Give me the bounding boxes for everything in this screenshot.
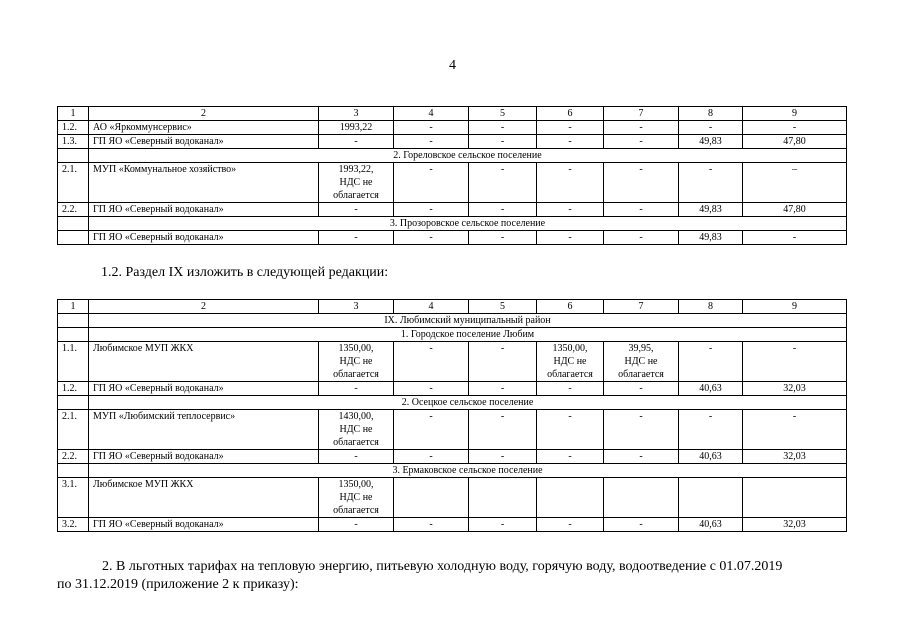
organization-cell: МУП «Любимский теплосервис»: [89, 410, 319, 450]
tariff-cell: -: [394, 163, 469, 203]
section-title: 3. Прозоровское сельское поселение: [89, 217, 847, 231]
organization-cell: АО «Яркоммунсервис»: [89, 121, 319, 135]
header-cell: 1: [58, 300, 89, 314]
row-number-cell: 1.2.: [58, 382, 89, 396]
tariff-cell: 47,80: [743, 203, 847, 217]
section-row: [58, 149, 847, 163]
section-number-cell: [58, 149, 89, 163]
header-cell: 3: [319, 107, 394, 121]
tariff-cell: -: [319, 135, 394, 149]
tariff-cell: [394, 478, 469, 518]
tariff-cell: -: [394, 203, 469, 217]
section-title: 1. Городское поселение Любим: [89, 328, 847, 342]
tariff-cell: -: [394, 518, 469, 532]
section-row: [58, 217, 847, 231]
section-title: 2. Гореловское сельское поселение: [89, 149, 847, 163]
section-number-cell: [58, 464, 89, 478]
header-cell: 2: [89, 300, 319, 314]
tariff-cell: -: [469, 203, 537, 217]
table-row: [58, 382, 847, 396]
organization-cell: ГП ЯО «Северный водоканал»: [89, 450, 319, 464]
tariff-cell: -: [537, 231, 604, 245]
tariff-cell: -: [469, 163, 537, 203]
tariff-cell: -: [604, 121, 679, 135]
tariff-cell: -: [679, 410, 743, 450]
tariff-cell: [604, 478, 679, 518]
paragraph-2-line-1: 2. В льготных тарифах на тепловую энергию, питьевую холодную воду, горячую воду, водоотведение с 01.07.2019: [102, 559, 783, 574]
header-cell: 9: [743, 107, 847, 121]
tariff-cell: -: [469, 342, 537, 382]
tariff-cell: -: [604, 410, 679, 450]
tariff-cell: -: [743, 231, 847, 245]
header-cell: 4: [394, 300, 469, 314]
paragraph-2-line-2: по 31.12.2019 (приложение 2 к приказу):: [57, 577, 299, 592]
tariff-cell: -: [679, 121, 743, 135]
tariff-cell: 39,95, НДС не облагается: [604, 342, 679, 382]
tariff-cell: -: [469, 231, 537, 245]
tariff-cell: -: [469, 410, 537, 450]
row-number-cell: 2.2.: [58, 203, 89, 217]
tariff-cell: -: [604, 203, 679, 217]
tariff-cell: -: [319, 518, 394, 532]
tariff-cell: -: [394, 121, 469, 135]
tariff-cell: -: [469, 518, 537, 532]
section-title: 3. Ермаковское сельское поселение: [89, 464, 847, 478]
tariff-cell: -: [394, 382, 469, 396]
section-row: [58, 396, 847, 410]
tariff-cell: 32,03: [743, 382, 847, 396]
organization-cell: Любимское МУП ЖКХ: [89, 478, 319, 518]
tariff-cell: 49,83: [679, 135, 743, 149]
tariff-cell: -: [537, 121, 604, 135]
tariff-cell: -: [604, 163, 679, 203]
tariff-cell: -: [319, 203, 394, 217]
tariff-cell: 1430,00, НДС не облагается: [319, 410, 394, 450]
tariff-cell: –: [743, 163, 847, 203]
tariff-cell: -: [604, 382, 679, 396]
tariff-cell: [537, 478, 604, 518]
tariff-cell: -: [743, 121, 847, 135]
header-cell: 7: [604, 300, 679, 314]
tariff-cell: -: [319, 450, 394, 464]
row-number-cell: 1.2.: [58, 121, 89, 135]
section-title: IX. Любимский муниципальный район: [89, 314, 847, 328]
table-row: [58, 478, 847, 518]
tariff-cell: 1350,00, НДС не облагается: [537, 342, 604, 382]
organization-cell: Любимское МУП ЖКХ: [89, 342, 319, 382]
organization-cell: ГП ЯО «Северный водоканал»: [89, 231, 319, 245]
tariff-cell: 1350,00, НДС не облагается: [319, 478, 394, 518]
header-cell: 4: [394, 107, 469, 121]
tariff-cell: -: [679, 163, 743, 203]
tariff-cell: 32,03: [743, 450, 847, 464]
table-row: [58, 342, 847, 382]
row-number-cell: 3.1.: [58, 478, 89, 518]
organization-cell: ГП ЯО «Северный водоканал»: [89, 382, 319, 396]
row-number-cell: 2.1.: [58, 163, 89, 203]
table-row: [58, 450, 847, 464]
tariff-cell: -: [469, 450, 537, 464]
section-title: 2. Осецкое сельское поселение: [89, 396, 847, 410]
tariff-cell: -: [319, 231, 394, 245]
tariff-cell: 32,03: [743, 518, 847, 532]
tariff-cell: -: [604, 518, 679, 532]
table-row: [58, 163, 847, 203]
tariff-cell: -: [394, 135, 469, 149]
tariff-cell: -: [394, 342, 469, 382]
tariff-cell: -: [394, 410, 469, 450]
paragraph-1-2: 1.2. Раздел IX изложить в следующей редакции:: [101, 265, 389, 280]
tariff-cell: -: [469, 121, 537, 135]
section-number-cell: [58, 396, 89, 410]
tariff-cell: -: [604, 231, 679, 245]
tariff-cell: [469, 478, 537, 518]
header-cell: 3: [319, 300, 394, 314]
header-cell: 8: [679, 300, 743, 314]
table-row: [58, 121, 847, 135]
header-cell: 5: [469, 107, 537, 121]
header-cell: 1: [58, 107, 89, 121]
tariff-cell: -: [537, 382, 604, 396]
row-number-cell: 3.2.: [58, 518, 89, 532]
tariff-cell: 49,83: [679, 231, 743, 245]
header-cell: 8: [679, 107, 743, 121]
tariff-cell: 49,83: [679, 203, 743, 217]
row-number-cell: 1.3.: [58, 135, 89, 149]
organization-cell: ГП ЯО «Северный водоканал»: [89, 135, 319, 149]
tariff-cell: 40,63: [679, 382, 743, 396]
row-number-cell: 2.1.: [58, 410, 89, 450]
section-number-cell: [58, 217, 89, 231]
header-cell: 7: [604, 107, 679, 121]
tariff-table-2: [57, 299, 847, 532]
table-row: [58, 231, 847, 245]
tariff-cell: -: [743, 410, 847, 450]
tariff-cell: -: [537, 450, 604, 464]
section-number-cell: [58, 328, 89, 342]
tariff-cell: -: [394, 450, 469, 464]
tariff-cell: 1350,00, НДС не облагается: [319, 342, 394, 382]
tariff-cell: -: [604, 135, 679, 149]
tariff-cell: -: [604, 450, 679, 464]
header-row: [58, 300, 847, 314]
organization-cell: ГП ЯО «Северный водоканал»: [89, 203, 319, 217]
header-cell: 6: [537, 107, 604, 121]
table-row: [58, 518, 847, 532]
section-row: [58, 314, 847, 328]
section-row: [58, 328, 847, 342]
tariff-cell: [679, 478, 743, 518]
tariff-cell: -: [394, 231, 469, 245]
header-cell: 5: [469, 300, 537, 314]
organization-cell: ГП ЯО «Северный водоканал»: [89, 518, 319, 532]
page-number: 4: [449, 58, 456, 73]
tariff-cell: -: [679, 342, 743, 382]
tariff-cell: 40,63: [679, 518, 743, 532]
tariff-cell: -: [537, 135, 604, 149]
tariff-cell: -: [469, 135, 537, 149]
tariff-cell: -: [537, 410, 604, 450]
tariff-cell: 1993,22: [319, 121, 394, 135]
header-cell: 9: [743, 300, 847, 314]
tariff-cell: 47,80: [743, 135, 847, 149]
tariff-table-1: [57, 106, 847, 245]
tariff-cell: -: [537, 518, 604, 532]
tariff-cell: -: [743, 342, 847, 382]
tariff-cell: -: [319, 382, 394, 396]
tariff-cell: 1993,22, НДС не облагается: [319, 163, 394, 203]
table-row: [58, 203, 847, 217]
tariff-cell: -: [537, 163, 604, 203]
tariff-cell: -: [537, 203, 604, 217]
header-cell: 6: [537, 300, 604, 314]
section-number-cell: [58, 314, 89, 328]
organization-cell: МУП «Коммунальное хозяйство»: [89, 163, 319, 203]
tariff-cell: [743, 478, 847, 518]
header-cell: 2: [89, 107, 319, 121]
tariff-cell: -: [469, 382, 537, 396]
table-row: [58, 410, 847, 450]
row-number-cell: 1.1.: [58, 342, 89, 382]
row-number-cell: 2.2.: [58, 450, 89, 464]
row-number-cell: [58, 231, 89, 245]
header-row: [58, 107, 847, 121]
table-row: [58, 135, 847, 149]
section-row: [58, 464, 847, 478]
tariff-cell: 40,63: [679, 450, 743, 464]
